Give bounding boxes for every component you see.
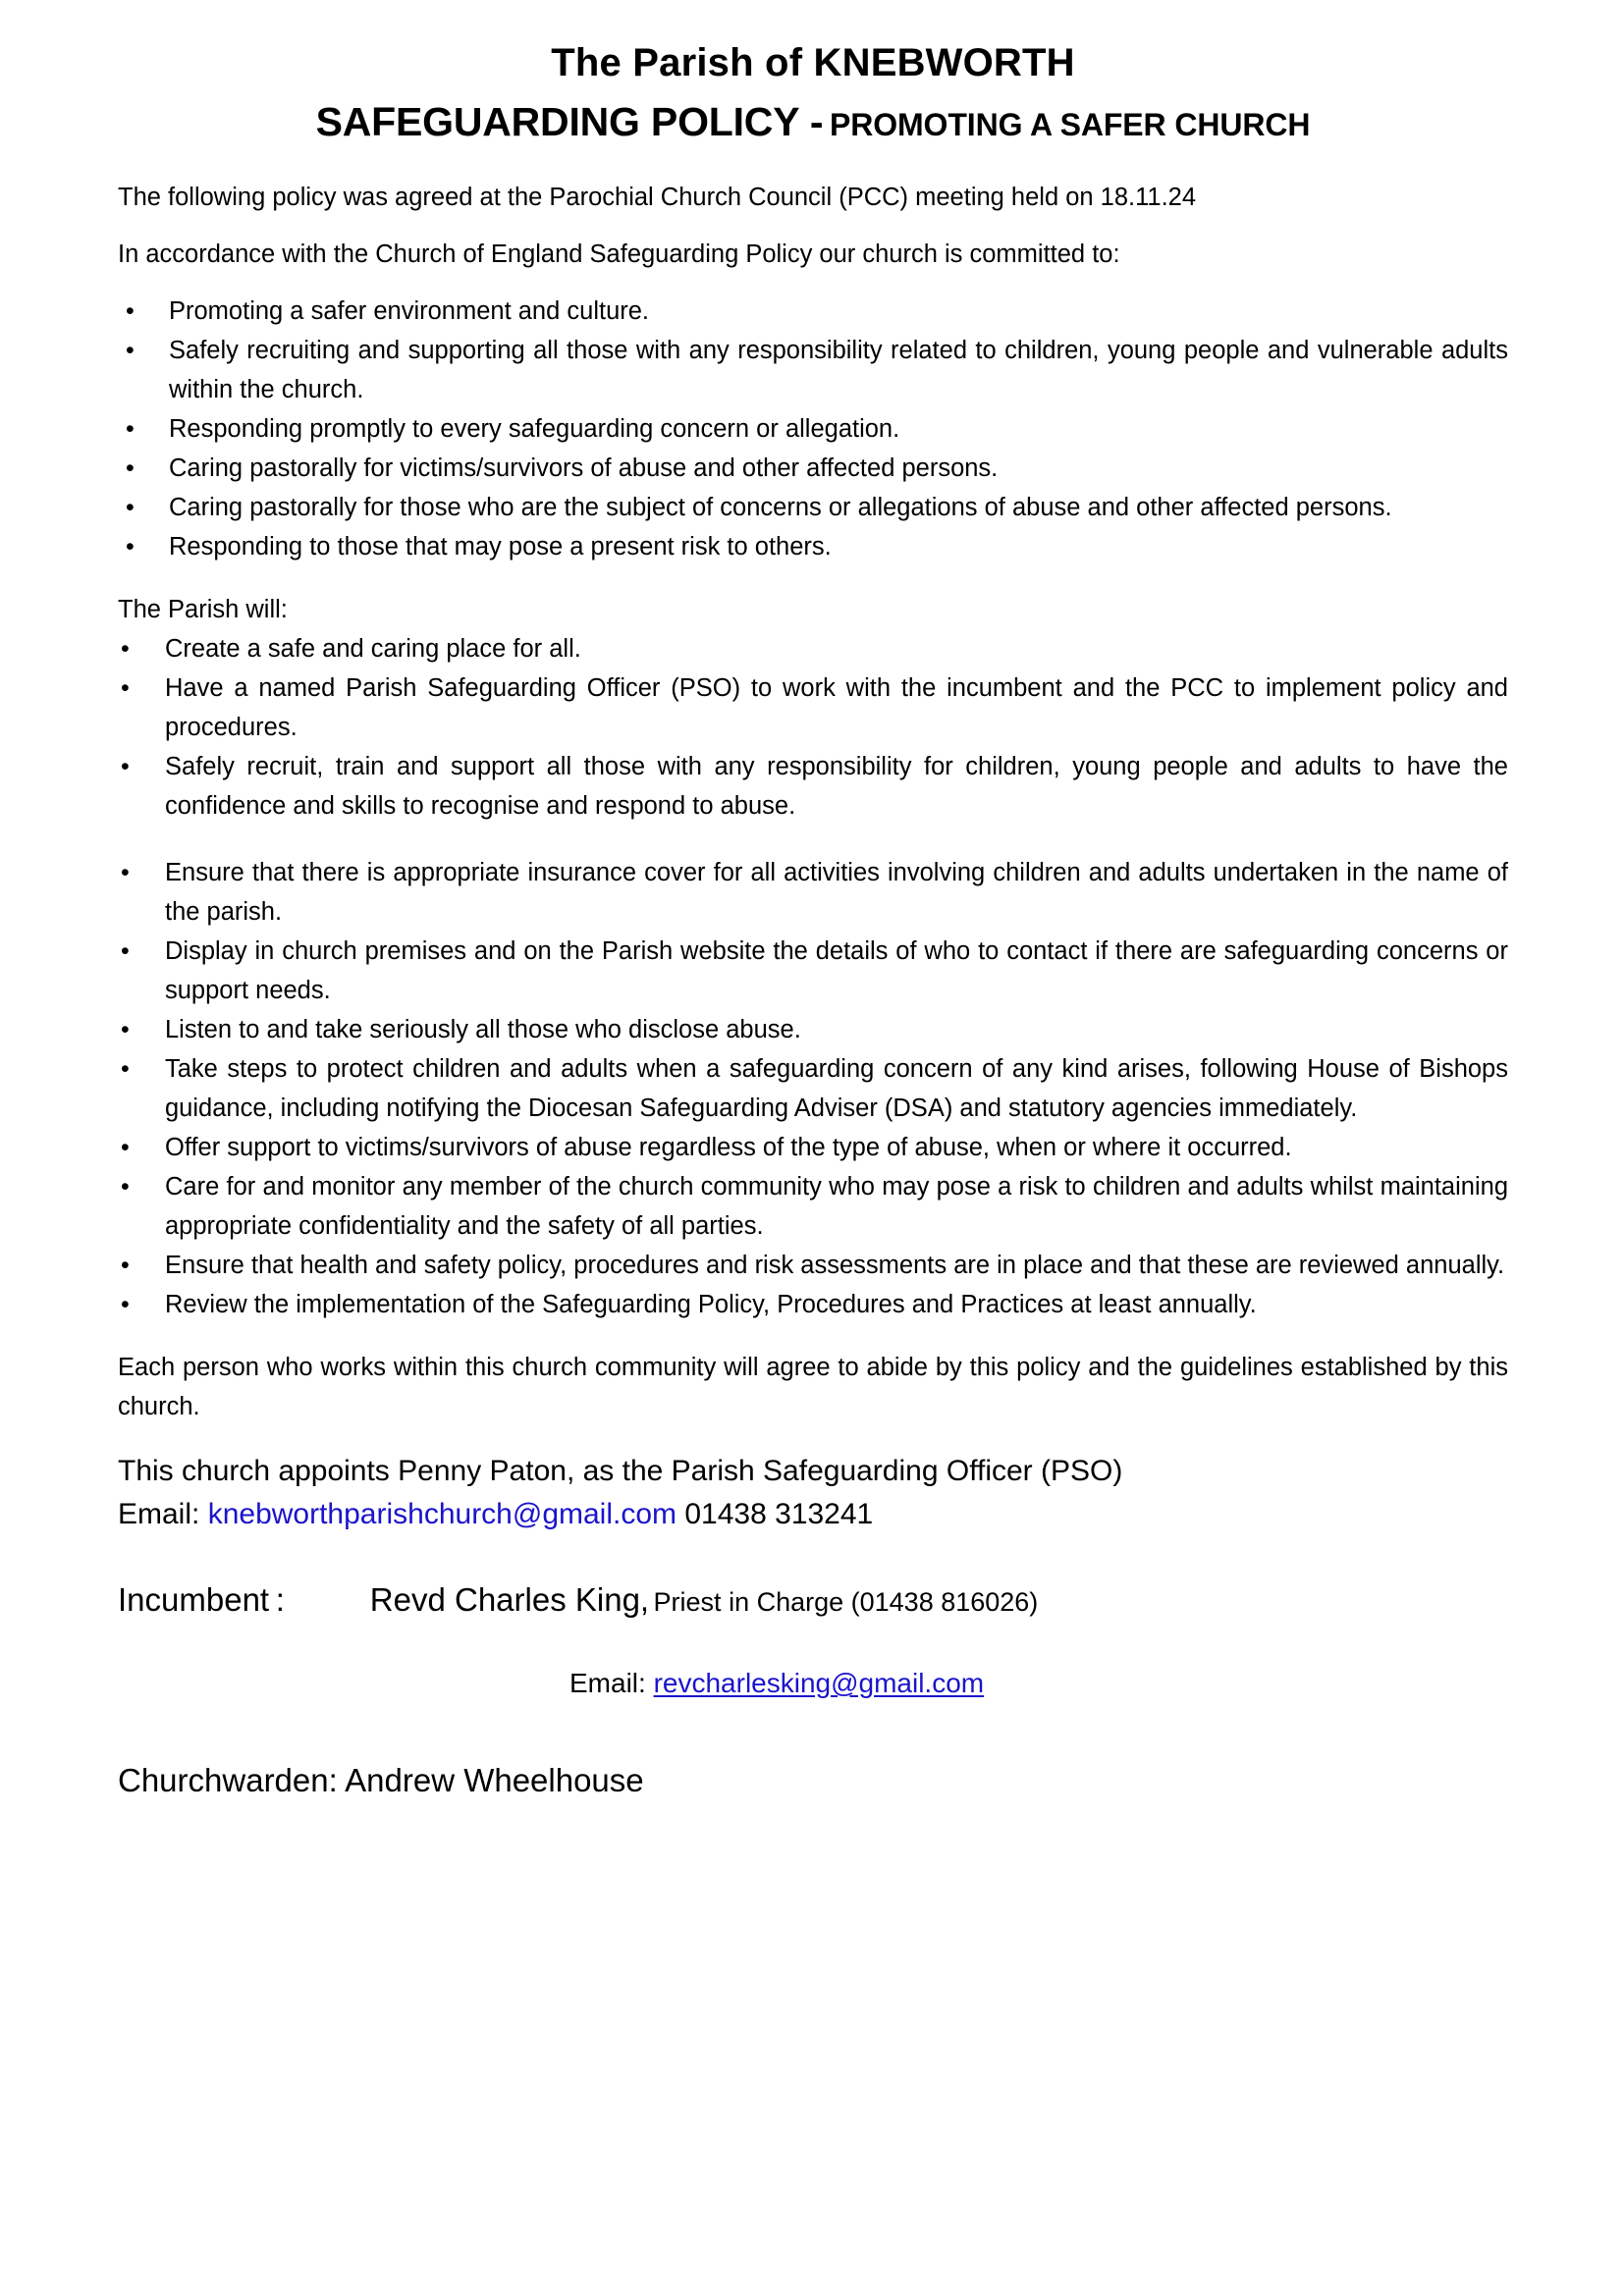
list-item: • Responding promptly to every safeguarding concern or allegation. bbox=[118, 409, 1508, 449]
document-content bbox=[118, 0, 1508, 1804]
list-item: • Caring pastorally for those who are the subject of concerns or allegations of abuse and other affected persons. bbox=[118, 488, 1508, 527]
list-item: • Ensure that health and safety policy, procedures and risk assessments are in place and that these are reviewed annually. bbox=[118, 1246, 1508, 1285]
incumbent-role: Priest in Charge (01438 816026) bbox=[653, 1587, 1039, 1617]
pso-email-line bbox=[118, 1493, 1508, 1536]
parish-will-heading: The Parish will: bbox=[118, 596, 288, 623]
page-title-line-2 bbox=[118, 88, 1508, 154]
list-item: • Responding to those that may pose a present risk to others. bbox=[118, 527, 1508, 566]
closing-paragraph: Each person who works within this church community will agree to abide by this policy and the guidelines established by this church. bbox=[118, 1354, 1508, 1420]
committed-to-list bbox=[118, 292, 1508, 566]
spacer bbox=[118, 217, 1508, 235]
list-item: • Have a named Parish Safeguarding Officer (PSO) to work with the incumbent and the PCC to implement policy and procedures. bbox=[118, 668, 1508, 747]
spacer bbox=[118, 274, 1508, 292]
list-item: • Promoting a safer environment and culture. bbox=[118, 292, 1508, 331]
list-item: • Caring pastorally for victims/survivors of abuse and other affected persons. bbox=[118, 449, 1508, 488]
list-item: • Offer support to victims/survivors of abuse regardless of the type of abuse, when or where it occurred. bbox=[118, 1128, 1508, 1167]
incumbent-email-link[interactable]: revcharlesking@gmail.com bbox=[653, 1668, 985, 1698]
spacer bbox=[118, 1324, 1508, 1348]
list-item: • Safely recruiting and supporting all those with any responsibility related to children, young people and vulnerable adults within the church. bbox=[118, 331, 1508, 409]
spacer bbox=[118, 154, 1508, 178]
list-item: • Ensure that there is appropriate insurance cover for all activities involving children and adults undertaken in the name of the parish. bbox=[118, 853, 1508, 932]
incumbent-email-label: Email: bbox=[569, 1668, 646, 1698]
intro-paragraph-2: In accordance with the Church of England Safeguarding Policy our church is committed to: bbox=[118, 240, 1120, 268]
list-item: • Review the implementation of the Safeguarding Policy, Procedures and Practices at least annually. bbox=[118, 1285, 1508, 1324]
incumbent-label: Incumbent : bbox=[118, 1581, 285, 1618]
list-item: • Create a safe and caring place for all. bbox=[118, 629, 1508, 668]
spacer bbox=[118, 1631, 1508, 1661]
intro-paragraph-1: The following policy was agreed at the Parochial Church Council (PCC) meeting held on 18.11.24 bbox=[118, 184, 1197, 211]
pso-email-label: Email: bbox=[118, 1498, 200, 1530]
page-title-line-1: The Parish of KNEBWORTH bbox=[551, 41, 1075, 84]
list-item: • Care for and monitor any member of the church community who may pose a risk to children and adults whilst maintaining appropriate confidentiality and the safety of all parties. bbox=[118, 1167, 1508, 1246]
spacer bbox=[118, 1706, 1508, 1757]
pso-email-link[interactable]: knebworthparishchurch@gmail.com bbox=[207, 1498, 677, 1530]
page-title-subtitle: PROMOTING A SAFER CHURCH bbox=[829, 107, 1311, 142]
incumbent-line bbox=[118, 1575, 1508, 1631]
churchwarden-line: Churchwarden: Andrew Wheelhouse bbox=[118, 1762, 644, 1798]
spacer bbox=[118, 566, 1508, 590]
list-item: • Display in church premises and on the Parish website the details of who to contact if there are safeguarding concerns or support needs. bbox=[118, 932, 1508, 1010]
list-item: • Listen to and take seriously all those who disclose abuse. bbox=[118, 1010, 1508, 1049]
page-title-main: SAFEGUARDING POLICY - bbox=[315, 99, 824, 144]
pso-phone: 01438 313241 bbox=[684, 1498, 874, 1530]
spacer bbox=[118, 1426, 1508, 1450]
parish-will-list bbox=[118, 629, 1508, 1324]
list-item: • Safely recruit, train and support all those with any responsibility for children, young people and adults to have the confidence and skills to recognise and respond to abuse. bbox=[118, 747, 1508, 826]
incumbent-email-line bbox=[118, 1661, 1508, 1706]
incumbent-name: Revd Charles King, bbox=[369, 1581, 650, 1618]
spacer bbox=[118, 1536, 1508, 1575]
list-item: • Take steps to protect children and adults when a safeguarding concern of any kind arises, following House of Bishops guidance, including notifying the Diocesan Safeguarding Adviser (DSA) and statutory agencies immediately. bbox=[118, 1049, 1508, 1128]
pso-appointment-line: This church appoints Penny Paton, as the Parish Safeguarding Officer (PSO) bbox=[118, 1455, 1123, 1487]
